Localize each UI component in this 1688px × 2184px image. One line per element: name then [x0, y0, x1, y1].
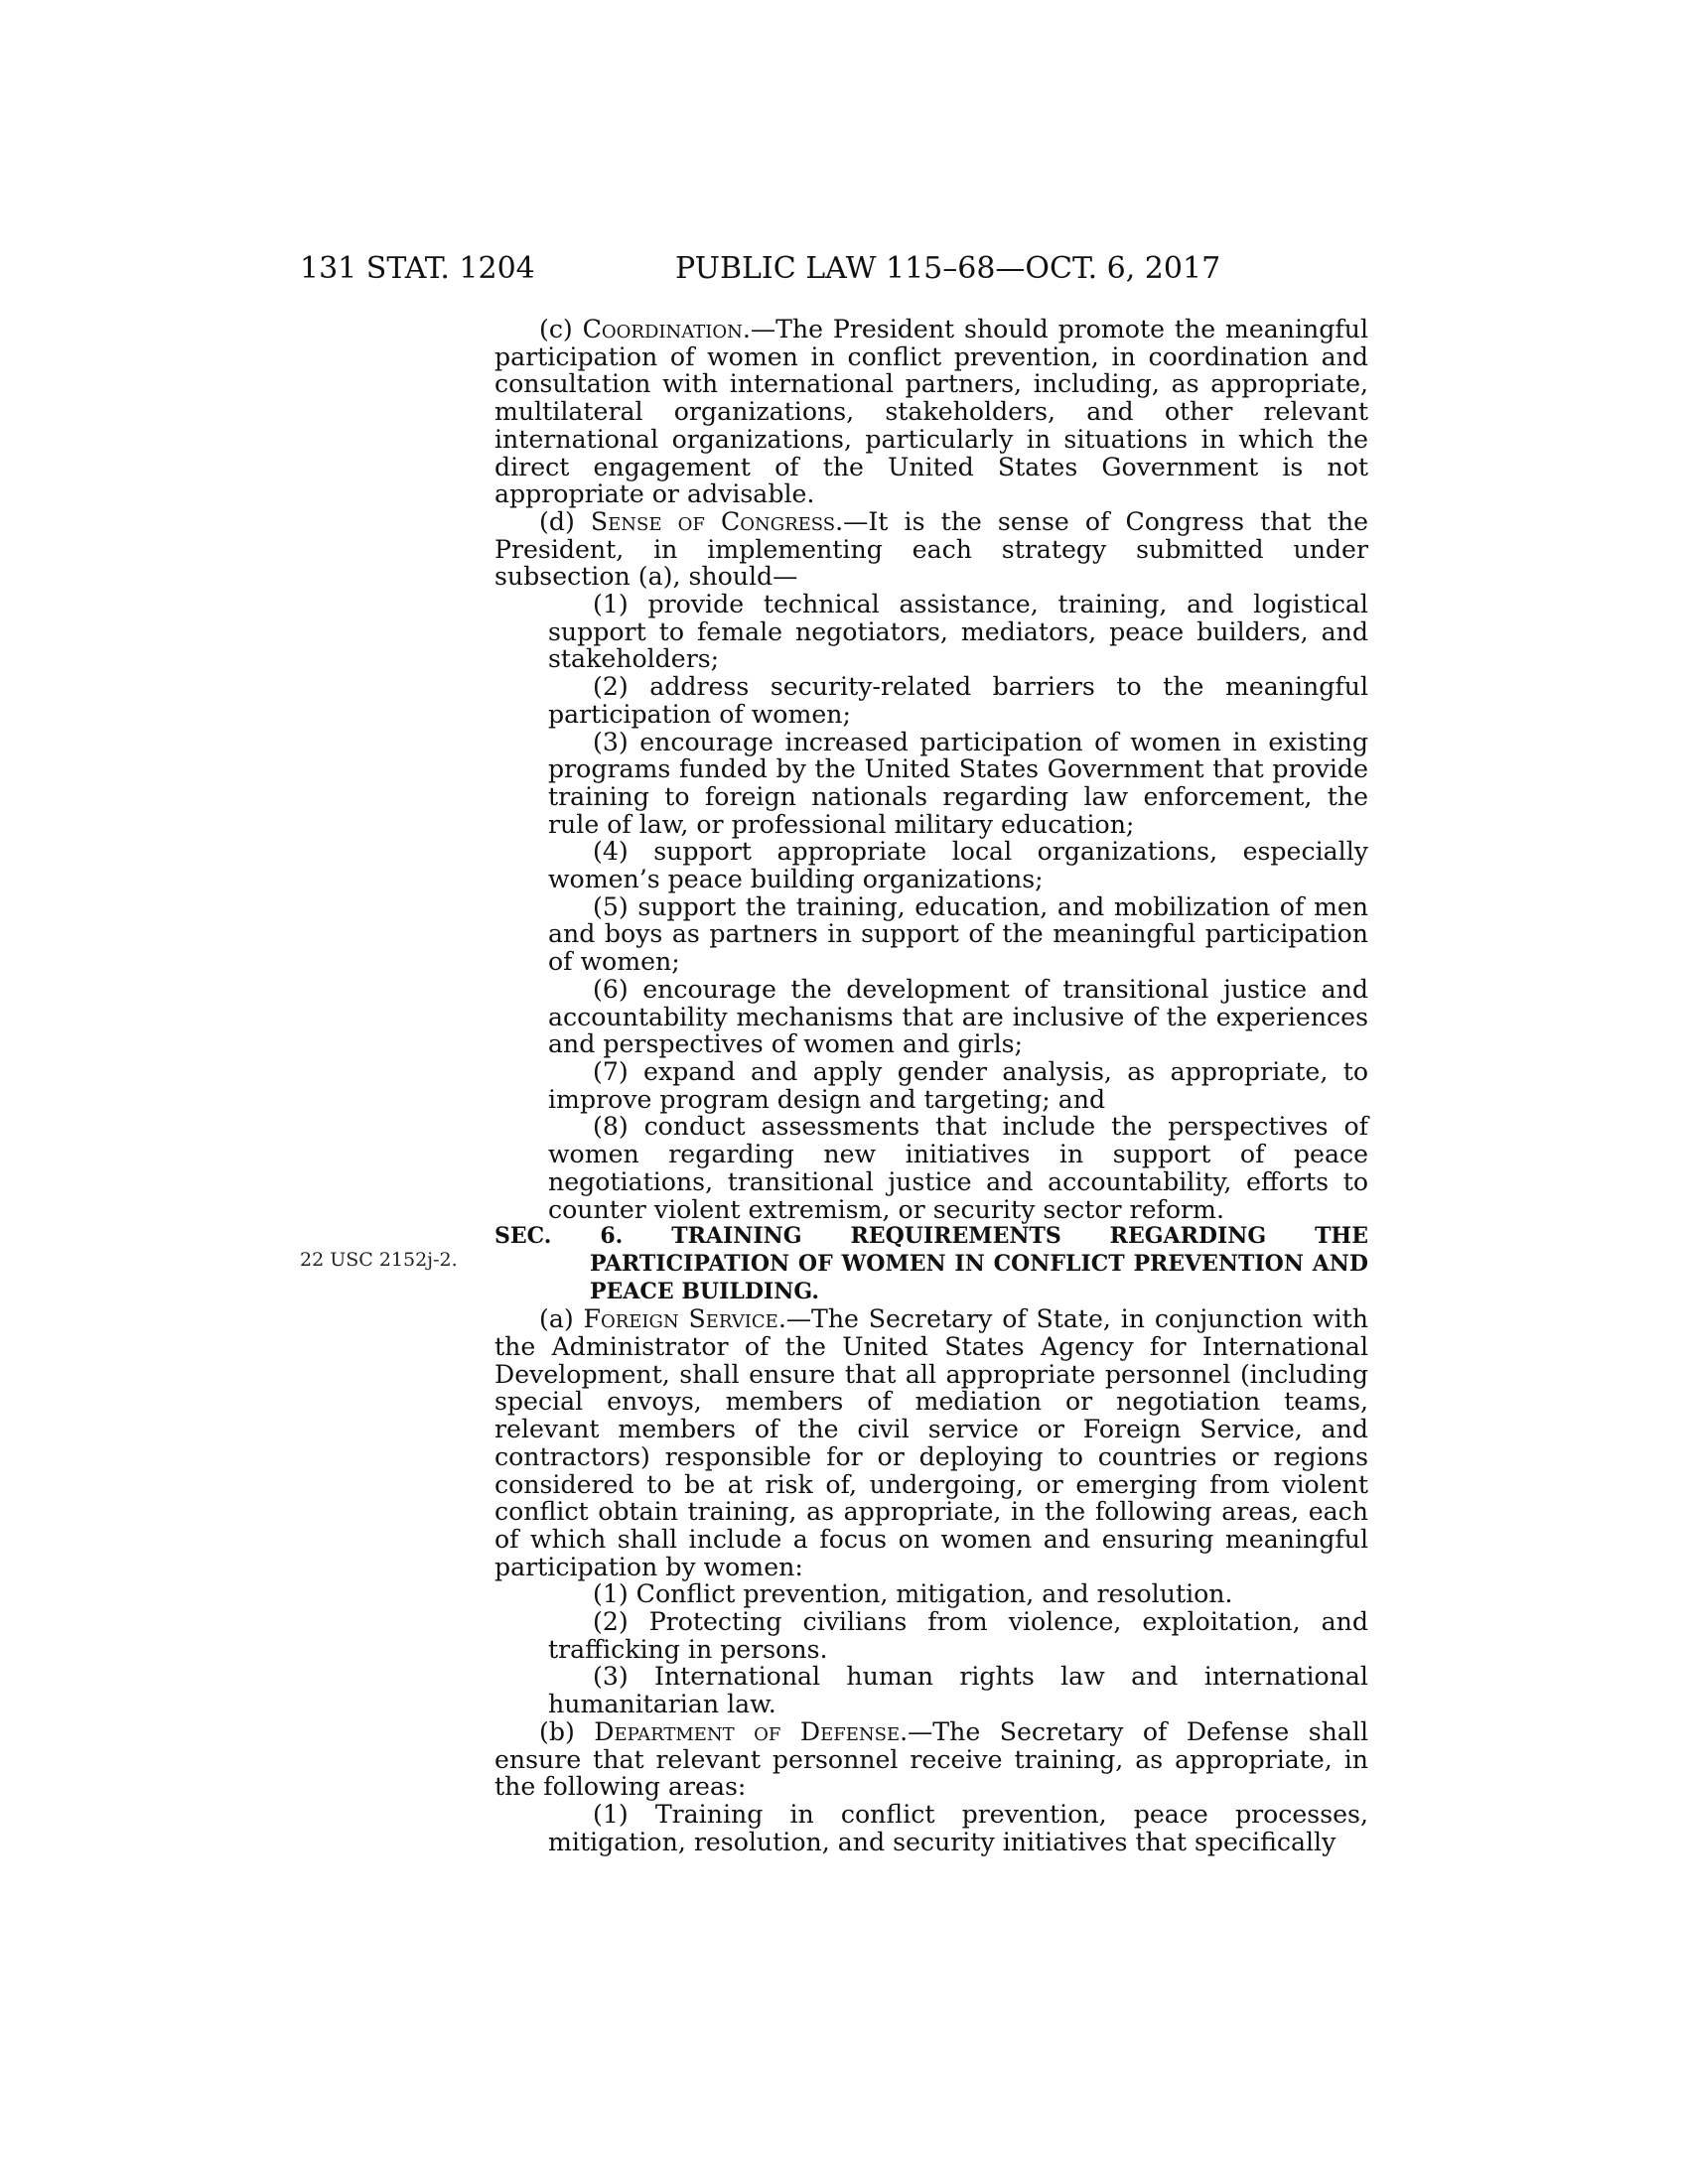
subsection-heading: Foreign Service [583, 1304, 778, 1334]
list-item: (1) provide technical assistance, training, and logistical support to female negotiators, mediators, peace builders, and stakeholders; [548, 590, 1368, 674]
list-item: (2) address security-related barriers to the meaningful participation of women; [548, 672, 1368, 729]
document-body [494, 316, 1368, 1855]
subsection-b [494, 1718, 1368, 1801]
heading-dash: .— [742, 315, 776, 343]
subsection-label: (c) [539, 315, 573, 343]
public-law-header: PUBLIC LAW 115–68—OCT. 6, 2017 [675, 251, 1221, 286]
usc-margin-note: 22 USC 2152j-2. [300, 1249, 458, 1271]
list-item: (7) expand and apply gender analysis, as appropriate, to improve program design and targeting; and [548, 1056, 1368, 1114]
subsection-a [494, 1305, 1368, 1580]
list-item: (2) Protecting civilians from violence, exploitation, and trafficking in persons. [548, 1607, 1368, 1664]
statute-page-number: 131 STAT. 1204 [300, 251, 535, 286]
list-item: (1) Training in conflict prevention, peace processes, mitigation, resolution, and security initiatives that specifically [548, 1799, 1368, 1856]
subsection-c [494, 316, 1368, 508]
heading-dash: .— [900, 1716, 933, 1746]
heading-dash: .— [835, 506, 869, 536]
list-item: (6) encourage the development of transitional justice and accountability mechanisms that are inclusive of the experiences and perspectives of women and girls; [548, 974, 1368, 1059]
list-item: (3) encourage increased participation of women in existing programs funded by the United States Government that provide training to foreign nationals regarding law enforcement, the rule of law, or professional military education; [548, 727, 1368, 839]
subsection-heading: Sense of Congress [590, 506, 836, 536]
subsection-heading: Coordination [582, 315, 743, 343]
section-heading: SEC. 6. TRAINING REQUIREMENTS REGARDING THE PARTICIPATION OF WOMEN IN CONFLICT PREVENTION AND PEACE BUILDING. [494, 1223, 1368, 1304]
list-item: (8) conduct assessments that include the perspectives of women regarding new initiatives in support of peace negotiations, transitional justice and accountability, efforts to counter violent extremism, or security sector reform. [548, 1112, 1368, 1224]
subsection-d [494, 508, 1368, 591]
heading-dash: .— [777, 1304, 812, 1334]
list-item: (1) Conflict prevention, mitigation, and resolution. [593, 1579, 1233, 1609]
subsection-heading: Department of Defense [594, 1716, 901, 1746]
subsection-label: (b) [539, 1716, 575, 1746]
subsection-text: The Secretary of Defense shall ensure that relevant personnel receive training, as appropriate, in the following areas: [494, 1716, 1368, 1802]
subsection-label: (a) [539, 1304, 574, 1334]
list-item: (4) support appropriate local organizations, especially women’s peace building organizations; [548, 837, 1368, 894]
subsection-text: The President should promote the meaningful participation of women in conflict prevention, in coordination and consultation with international partners, including, as appropriate, multilateral organizations, stakeholders, and other relevant international organizations, particularly in situations in which the direct engagement of the United States Government is not appropriate or advisable. [494, 315, 1368, 509]
subsection-label: (d) [539, 506, 575, 536]
list-item: (3) International human rights law and international humanitarian law. [548, 1662, 1368, 1719]
subsection-text: It is the sense of Congress that the President, in implementing each strategy submitted under subsection (a), should— [494, 506, 1368, 592]
subsection-text: The Secretary of State, in conjunction with the Administrator of the United States Agency for International Development, shall ensure that all appropriate personnel (including special envoys, members of mediation or negotiation teams, relevant members of the civil service or Foreign Service, and contractors) responsible for or deploying to countries or regions considered to be at risk of, undergoing, or emerging from violent conflict obtain training, as appropriate, in the following areas, each of which shall include a focus on women and ensuring meaningful participation by women: [494, 1304, 1369, 1581]
list-item: (5) support the training, education, and mobilization of men and boys as partners in support of the meaningful participation of women; [548, 891, 1368, 977]
